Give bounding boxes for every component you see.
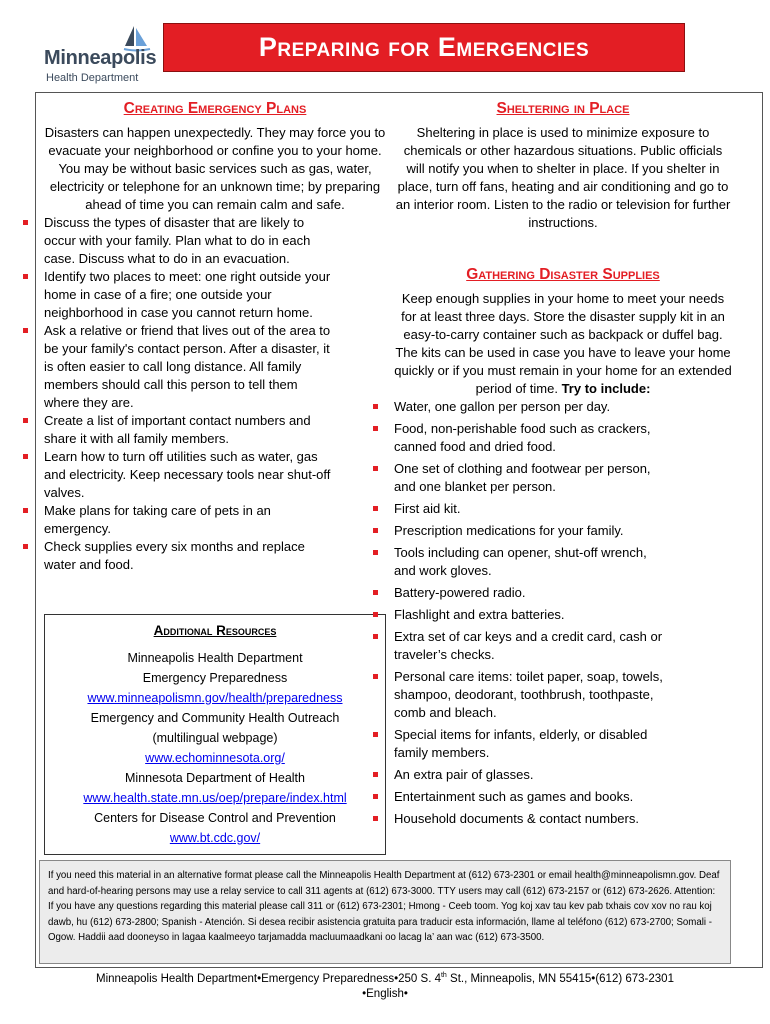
resource-link[interactable]: www.bt.cdc.gov/ xyxy=(169,831,261,845)
list-item: An extra pair of glasses. xyxy=(394,766,670,784)
list-item: Flashlight and extra batteries. xyxy=(394,606,670,624)
separator: • xyxy=(257,972,262,985)
list-item: Learn how to turn off utilities such as water, gas and electricity. Keep necessary tools near shut-off valves. xyxy=(44,448,334,502)
list-item: Special items for infants, elderly, or disabled family members. xyxy=(394,726,670,762)
separator: • xyxy=(591,972,596,985)
list-item: Discuss the types of disaster that are likely to occur with your family. Plan what to do in each case. Discuss what to do in an evacuation. xyxy=(44,214,334,268)
additional-resources-box xyxy=(44,614,386,855)
footer-org: Minneapolis Health Department xyxy=(96,972,258,985)
list-item: Water, one gallon per person per day. xyxy=(394,398,670,416)
gathering-heading: Gathering Disaster Supplies xyxy=(466,266,660,283)
list-item: Ask a relative or friend that lives out of the area to be your family's contact person. After a disaster, it is often easier to call long distance. All family members should call this person to tell them where they are. xyxy=(44,322,334,412)
list-item: Create a list of important contact numbers and share it with all family members. xyxy=(44,412,334,448)
footer-address-sup: th xyxy=(440,972,447,979)
creating-plans-intro: Disasters can happen unexpectedly. They may force you to evacuate your neighborhood or confine you to your home. You may be without basic services such as gas, water, electricity or telephone for an unknown time; by preparing ahead of time you can remain calm and safe. xyxy=(44,125,386,212)
footer-phone: (612) 673-2301 xyxy=(595,972,674,985)
resource-link[interactable]: www.echominnesota.org/ xyxy=(145,751,285,765)
footer-address: 250 S. 4 xyxy=(398,972,441,985)
separator: • xyxy=(362,987,367,1000)
resource-link[interactable]: www.health.state.mn.us/oep/prepare/index.html xyxy=(83,791,347,805)
resource-org: Emergency and Community Health Outreach xyxy=(90,711,340,725)
creating-plans-list xyxy=(44,214,334,574)
list-item: Battery-powered radio. xyxy=(394,584,670,602)
resource-org: Minnesota Department of Health xyxy=(125,771,305,785)
list-item: Personal care items: toilet paper, soap, towels, shampoo, deodorant, toothbrush, toothpaste, comb and bleach. xyxy=(394,668,670,722)
accessibility-notice: If you need this material in an alternative format please call the Minneapolis Health Department at (612) 673-2301 or email health@minneapolismn.gov. Deaf and hard-of-hearing persons may use a relay service to call 311 agents at (612) 673-3000. TTY users may call (612) 673-2157 or (612) 673-2626. Attention: If you have any questions regarding this material please call 311 or (612) 673-2301; Hmong - Ceeb toom. Yog koj xav tau kev pab txhais cov xov no rau koj dawb, hu (612) 673-2800; Spanish - Atención. Si desea recibir asistencia gratuita para traducir esta información, llame al teléfono (612) 673-2700; Somali - Ogow. Haddii aad dooneyso in lagaa kaalmeeyo tarjamadda macluumaadkani oo lacag la’ aan wac (612) 673-3500. xyxy=(39,860,731,964)
list-item: Household documents & contact numbers. xyxy=(394,810,670,828)
list-item: Identify two places to meet: one right outside your home in case of a fire; one outside your neighborhood in case you cannot return home. xyxy=(44,268,334,322)
gathering-text xyxy=(394,290,732,398)
sheltering-heading: Sheltering in Place xyxy=(496,100,630,117)
creating-plans-heading: Creating Emergency Plans xyxy=(123,100,307,117)
footer-program: Emergency Preparedness xyxy=(261,972,395,985)
list-item: One set of clothing and footwear per person, and one blanket per person. xyxy=(394,460,670,496)
resource-org: Centers for Disease Control and Prevention xyxy=(94,811,336,825)
footer-language-line xyxy=(0,987,770,1002)
resource-link[interactable]: www.minneapolismn.gov/health/preparedness xyxy=(87,691,343,705)
list-item: Tools including can opener, shut-off wrench, and work gloves. xyxy=(394,544,670,580)
logo-subtitle: Health Department xyxy=(46,72,139,84)
separator: • xyxy=(394,972,399,985)
list-item: Make plans for taking care of pets in an emergency. xyxy=(44,502,334,538)
left-column xyxy=(44,100,386,574)
right-column xyxy=(394,100,732,832)
footer-language: English xyxy=(366,987,404,1000)
logo xyxy=(40,22,160,90)
supplies-list xyxy=(394,398,670,828)
sheltering-text: Sheltering in place is used to minimize exposure to chemicals or other hazardous situations. Public officials will notify you when to shelter in place. If you shelter in place, turn off fans, heating and air conditioning and go to an interior room. Listen to the radio or television for further instructions. xyxy=(395,125,731,230)
logo-name: Minneapolis xyxy=(44,47,157,69)
list-item: Entertainment such as games and books. xyxy=(394,788,670,806)
footer-address-rest: St., Minneapolis, MN 55415 xyxy=(446,972,592,985)
list-item: First aid kit. xyxy=(394,500,670,518)
page-title: Preparing for Emergencies xyxy=(258,32,590,62)
list-item: Food, non-perishable food such as crackers, canned food and dried food. xyxy=(394,420,670,456)
list-item: Check supplies every six months and replace water and food. xyxy=(44,538,334,574)
resource-org: Minneapolis Health Department xyxy=(127,651,303,665)
resource-org-sub: Emergency Preparedness xyxy=(142,671,288,685)
separator: • xyxy=(403,987,408,1000)
footer-contact-line xyxy=(0,968,770,987)
resource-org-sub: (multilingual webpage) xyxy=(152,731,278,745)
footer xyxy=(0,968,770,1002)
gathering-text-body: Keep enough supplies in your home to meet your needs for at least three days. Store the disaster supply kit in an easy-to-carry container such as backpack or duffel bag. The kits can be used in case you have to leave your home quickly or if you must remain in your home for an extended period of time. xyxy=(394,291,732,396)
title-banner xyxy=(163,23,685,72)
try-include-label: Try to include: xyxy=(561,381,651,396)
list-item: Extra set of car keys and a credit card, cash or traveler’s checks. xyxy=(394,628,670,664)
resources-heading: Additional Resources xyxy=(153,623,277,638)
list-item: Prescription medications for your family. xyxy=(394,522,670,540)
